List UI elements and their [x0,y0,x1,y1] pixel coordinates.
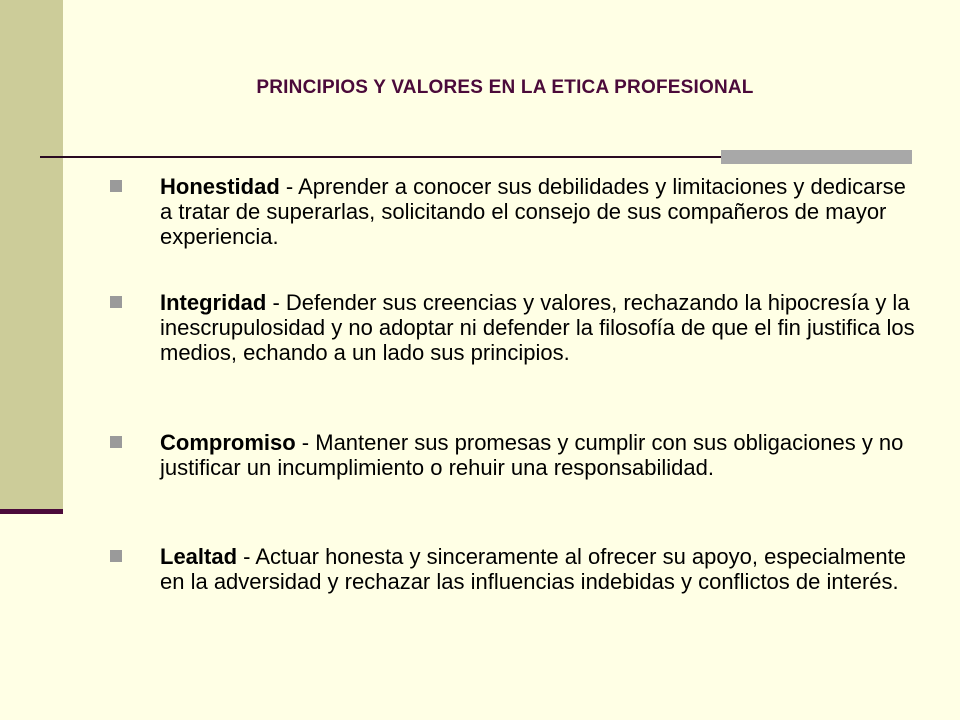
bullet-term: Integridad [160,290,267,315]
bullet-term: Compromiso [160,430,296,455]
square-bullet-icon [110,296,122,308]
slide-title: PRINCIPIOS Y VALORES EN LA ETICA PROFESIONAL [256,77,754,98]
bullet-item-integridad [160,290,920,365]
square-bullet-icon [110,180,122,192]
bullet-term: Honestidad [160,174,280,199]
title-rule-accent [721,150,912,164]
bullet-term: Lealtad [160,544,238,569]
bullet-item-compromiso [160,430,920,480]
side-band [0,0,63,512]
square-bullet-icon [110,550,122,562]
bullet-text: - Actuar honesta y sinceramente al ofrecer su apoyo, especialmente en la adversidad y rechazar las influencias indebidas y conflictos de interés. [160,544,906,594]
bullet-item-honestidad [160,174,920,249]
bullet-text: - Defender sus creencias y valores, rechazando la hipocresía y la inescrupulosidad y no adoptar ni defender la filosofía de que el fin justifica los medios, echando a un lado sus principios. [160,290,915,365]
bullet-text: - Aprender a conocer sus debilidades y limitaciones y dedicarse a tratar de superarlas, solicitando el consejo de sus compañeros de mayor experiencia. [160,174,906,249]
side-band-rule [0,509,63,514]
bullet-text: - Mantener sus promesas y cumplir con sus obligaciones y no justificar un incumplimiento o rehuir una responsabilidad. [160,430,904,480]
square-bullet-icon [110,436,122,448]
bullet-item-lealtad [160,544,920,594]
